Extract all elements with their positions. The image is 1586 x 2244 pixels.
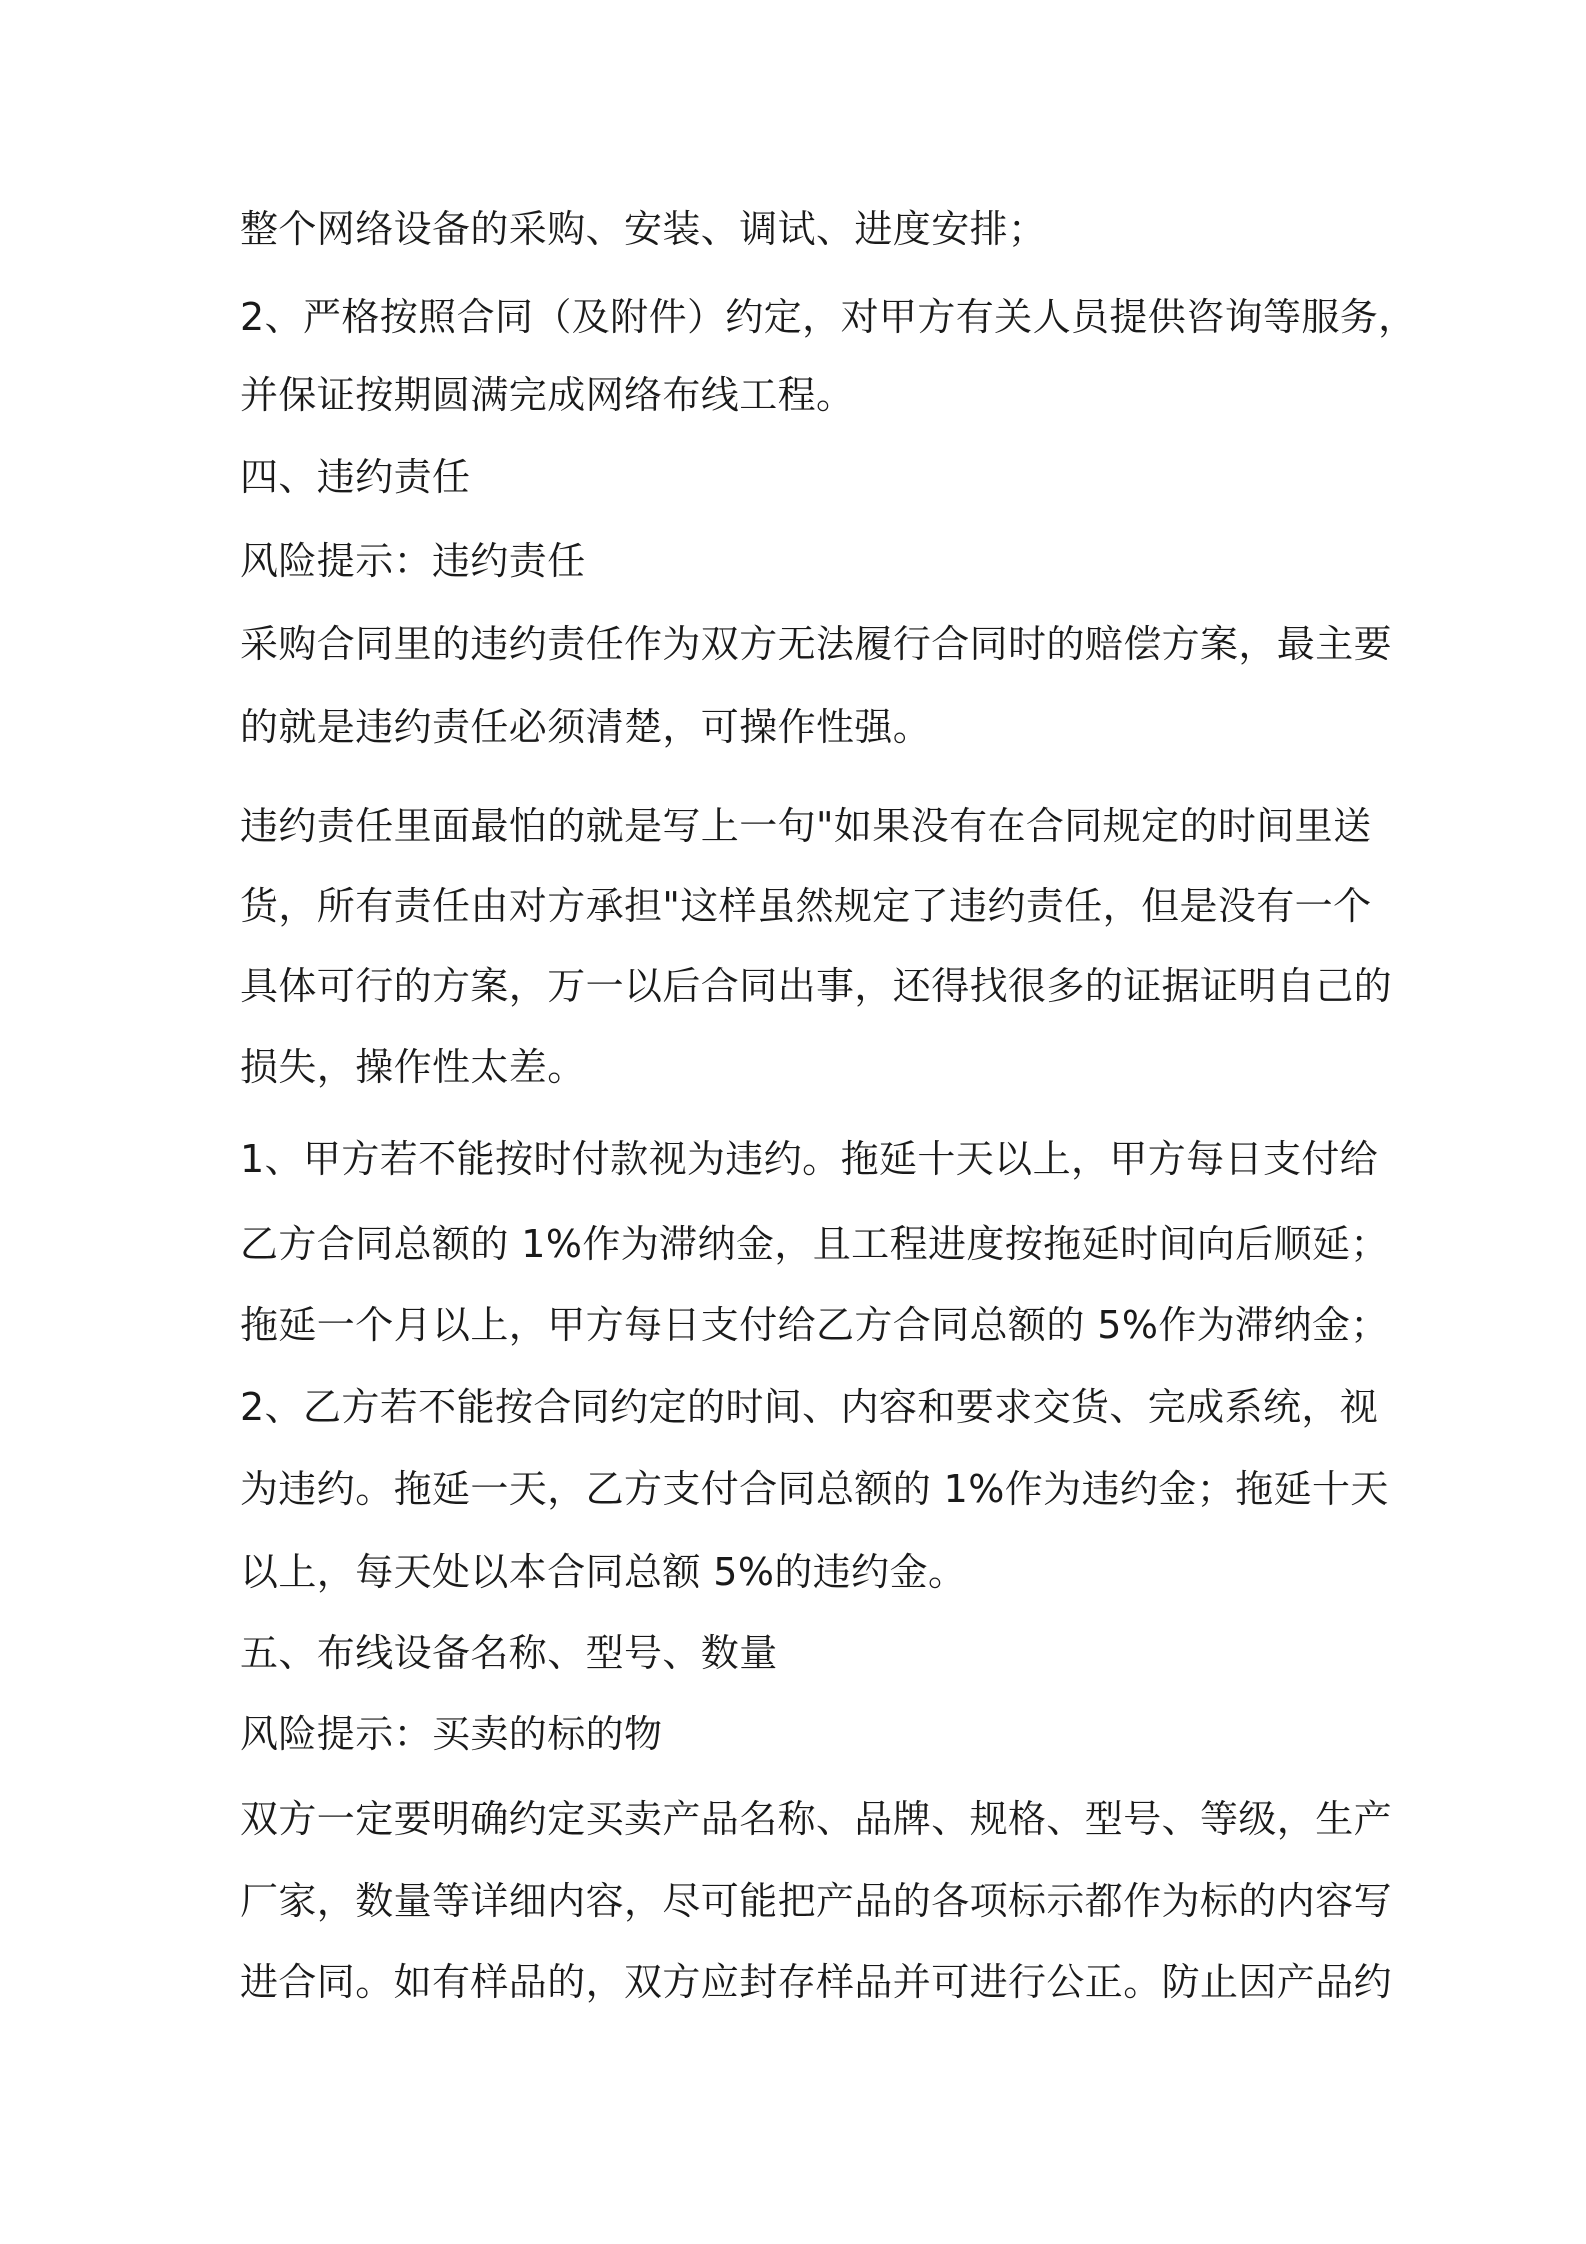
section-heading: 四、违约责任 bbox=[240, 455, 471, 499]
text-line: 损失，操作性太差。 bbox=[240, 1045, 586, 1089]
text-line: 货，所有责任由对方承担"这样虽然规定了违约责任，但是没有一个 bbox=[240, 884, 1372, 928]
text-line: 1、甲方若不能按时付款视为违约。拖延十天以上，甲方每日支付给 bbox=[240, 1137, 1379, 1181]
risk-tip-heading: 风险提示：违约责任 bbox=[240, 539, 586, 583]
text-line: 违约责任里面最怕的就是写上一句"如果没有在合同规定的时间里送 bbox=[240, 804, 1372, 848]
text-line: 2、严格按照合同（及附件）约定，对甲方有关人员提供咨询等服务， bbox=[240, 295, 1417, 339]
section-heading: 五、布线设备名称、型号、数量 bbox=[240, 1631, 778, 1675]
document-page bbox=[240, 0, 1417, 2244]
text-line: 整个网络设备的采购、安装、调试、进度安排； bbox=[240, 207, 1047, 251]
text-line: 进合同。如有样品的，双方应封存样品并可进行公正。防止因产品约 bbox=[240, 1960, 1393, 2004]
text-line: 为违约。拖延一天，乙方支付合同总额的 1%作为违约金；拖延十天 bbox=[240, 1467, 1389, 1511]
text-line: 拖延一个月以上，甲方每日支付给乙方合同总额的 5%作为滞纳金； bbox=[240, 1303, 1389, 1347]
text-line: 2、乙方若不能按合同约定的时间、内容和要求交货、完成系统，视 bbox=[240, 1385, 1379, 1429]
text-line: 双方一定要明确约定买卖产品名称、品牌、规格、型号、等级，生产 bbox=[240, 1797, 1393, 1841]
text-line: 厂家，数量等详细内容，尽可能把产品的各项标示都作为标的内容写 bbox=[240, 1879, 1393, 1923]
text-line: 采购合同里的违约责任作为双方无法履行合同时的赔偿方案，最主要 bbox=[240, 622, 1393, 666]
text-line: 的就是违约责任必须清楚，可操作性强。 bbox=[240, 705, 932, 749]
text-line: 具体可行的方案，万一以后合同出事，还得找很多的证据证明自己的 bbox=[240, 964, 1393, 1008]
risk-tip-heading: 风险提示：买卖的标的物 bbox=[240, 1712, 663, 1756]
text-line: 以上，每天处以本合同总额 5%的违约金。 bbox=[240, 1550, 967, 1594]
text-line: 并保证按期圆满完成网络布线工程。 bbox=[240, 373, 855, 417]
text-line: 乙方合同总额的 1%作为滞纳金，且工程进度按拖延时间向后顺延； bbox=[240, 1222, 1389, 1266]
